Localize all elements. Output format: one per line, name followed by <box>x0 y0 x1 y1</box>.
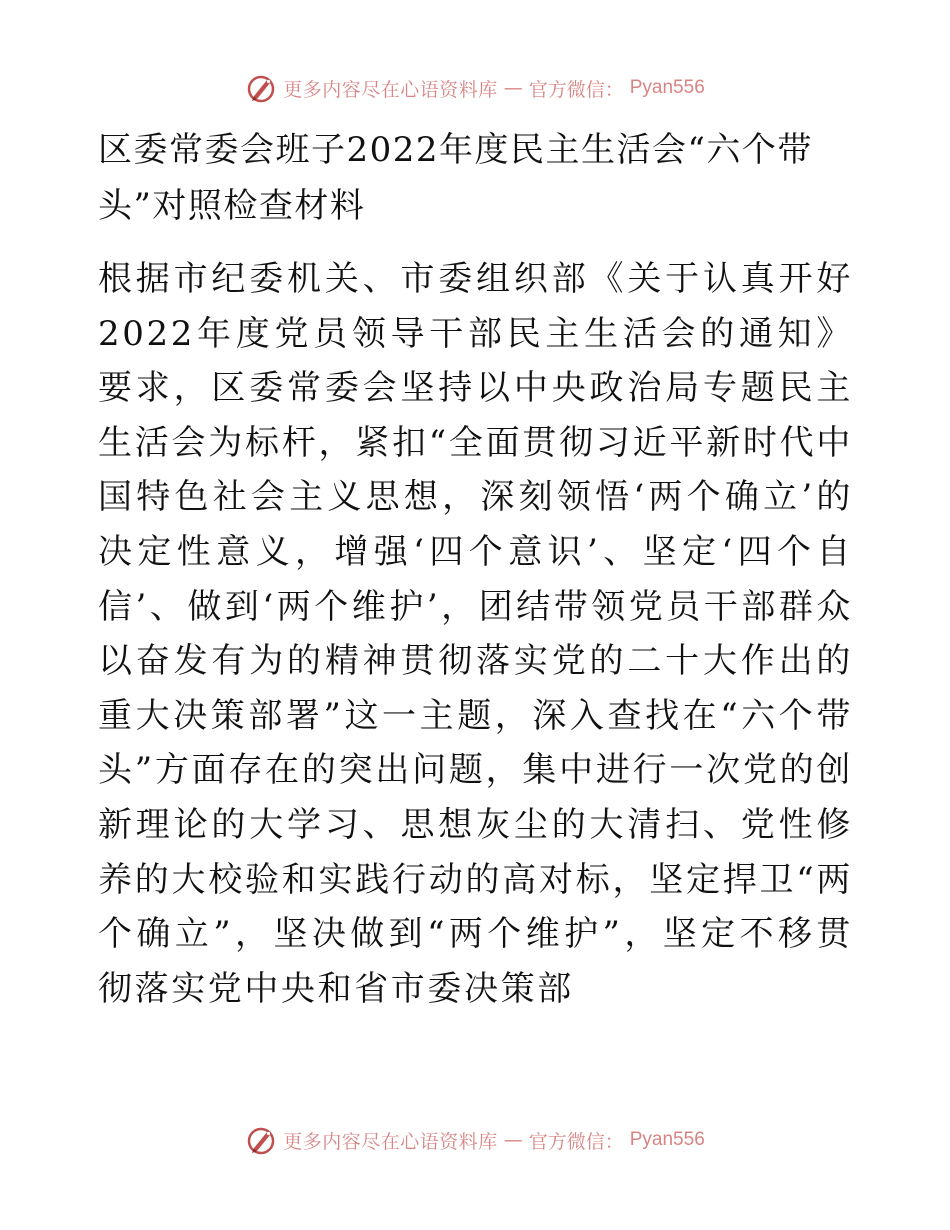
watermark-wechat-label: 官方微信： <box>528 78 624 101</box>
pen-circle-logo-icon <box>245 1124 277 1156</box>
pen-circle-logo-icon <box>245 72 277 104</box>
watermark-site-text: 更多内容尽在心语资料库 <box>283 78 498 101</box>
watermark-wechat-label: 官方微信： <box>528 1130 624 1153</box>
watermark-wechat-id: Pyan556 <box>629 1129 705 1150</box>
watermark-separator: — <box>503 77 523 99</box>
watermark-wechat-id: Pyan556 <box>629 77 705 98</box>
document-body-paragraph: 根据市纪委机关、市委组织部《关于认真开好2022年度党员领导干部民主生活会的通知》要求，区委常委会坚持以中央政治局专题民主生活会为标杆，紧扣“全面贯彻习近平新时代中国特色社会主义思想，深刻领悟‘两个确立’的决定性意义，增强‘四个意识’、坚定‘四个自信’、做到‘两个维护’，团结带领党员干部群众以奋发有为的精神贯彻落实党的二十大作出的重大决策部署”这一主题，深入查找在“六个带头”方面存在的突出问题，集中进行一次党的创新理论的大学习、思想灰尘的大清扫、党性修养的大校验和实践行动的高对标，坚定捍卫“两个确立”，坚决做到“两个维护”，坚定不移贯彻落实党中央和省市委决策部 <box>98 259 853 1009</box>
watermark-site-text: 更多内容尽在心语资料库 <box>283 1130 498 1153</box>
document-title: 区委常委会班子2022年度民主生活会“六个带头”对照检查材料 <box>98 130 813 226</box>
watermark-separator: — <box>503 1129 523 1151</box>
header-watermark <box>0 72 950 104</box>
footer-watermark <box>0 1124 950 1156</box>
